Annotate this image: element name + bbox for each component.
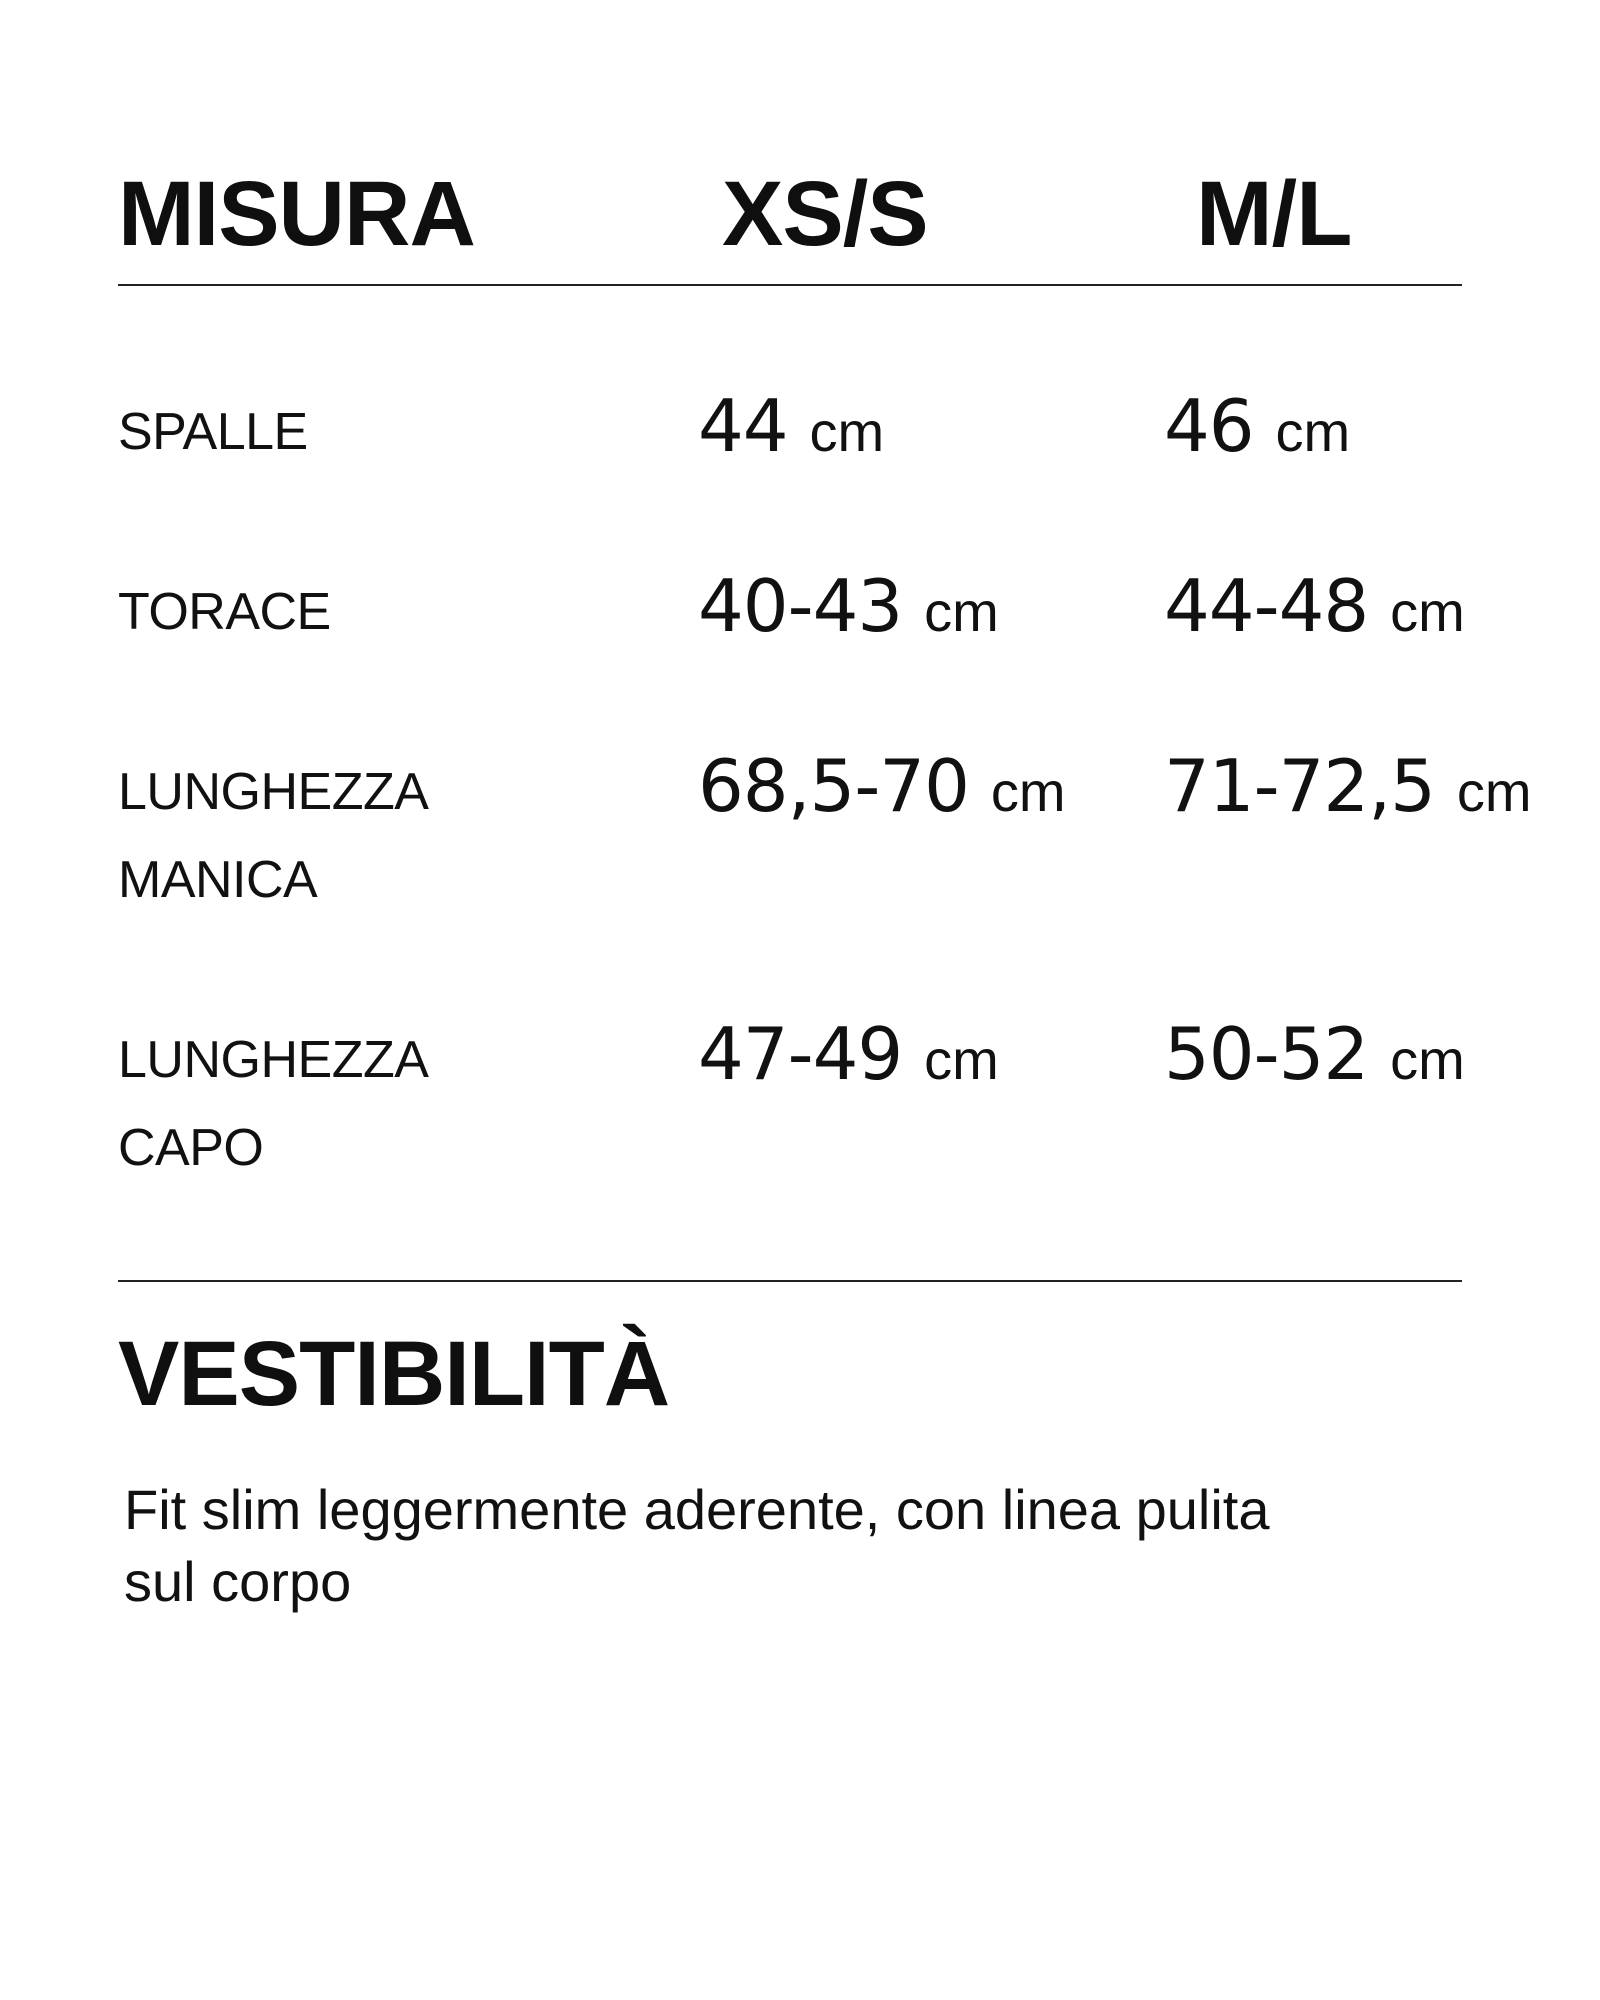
header-label: MISURA bbox=[118, 163, 475, 265]
value-unit: cm bbox=[924, 580, 999, 643]
value-number: 68,5-70 bbox=[698, 744, 969, 828]
value-unit: cm bbox=[924, 1028, 999, 1091]
header-size-xs-s: XS/S bbox=[722, 163, 928, 265]
value-lunghezza-capo-xs-s bbox=[698, 1012, 999, 1096]
bottom-divider bbox=[118, 1280, 1462, 1282]
value-unit: cm bbox=[1390, 580, 1465, 643]
fit-title: VESTIBILITÀ bbox=[118, 1323, 670, 1425]
fit-description: Fit slim leggermente aderente, con linea pulita sul corpo bbox=[124, 1478, 1270, 1613]
value-unit: cm bbox=[809, 400, 885, 463]
value-torace-m-l bbox=[1164, 564, 1465, 648]
value-number: 40-43 bbox=[698, 564, 903, 648]
value-lunghezza-capo-m-l bbox=[1164, 1012, 1465, 1096]
value-spalle-xs-s bbox=[698, 384, 885, 468]
row-label-torace: TORACE bbox=[118, 583, 331, 641]
row-label-lunghezza-manica: LUNGHEZZA MANICA bbox=[118, 763, 426, 909]
row-label-spalle: SPALLE bbox=[118, 403, 308, 461]
value-spalle-m-l bbox=[1164, 384, 1351, 468]
value-number: 46 bbox=[1164, 384, 1254, 468]
value-number: 44-48 bbox=[1164, 564, 1369, 648]
row-label-lunghezza-capo: LUNGHEZZA CAPO bbox=[118, 1031, 426, 1177]
value-unit: cm bbox=[990, 760, 1066, 823]
top-divider bbox=[118, 284, 1462, 286]
value-number: 71-72,5 bbox=[1164, 744, 1435, 828]
value-unit: cm bbox=[1390, 1028, 1465, 1091]
value-unit: cm bbox=[1456, 760, 1532, 823]
value-number: 47-49 bbox=[698, 1012, 903, 1096]
header-size-m-l: M/L bbox=[1196, 163, 1352, 265]
value-number: 50-52 bbox=[1164, 1012, 1369, 1096]
value-torace-xs-s bbox=[698, 564, 999, 648]
value-lunghezza-manica-m-l bbox=[1164, 744, 1532, 828]
value-unit: cm bbox=[1275, 400, 1351, 463]
value-number: 44 bbox=[698, 384, 788, 468]
value-lunghezza-manica-xs-s bbox=[698, 744, 1066, 828]
